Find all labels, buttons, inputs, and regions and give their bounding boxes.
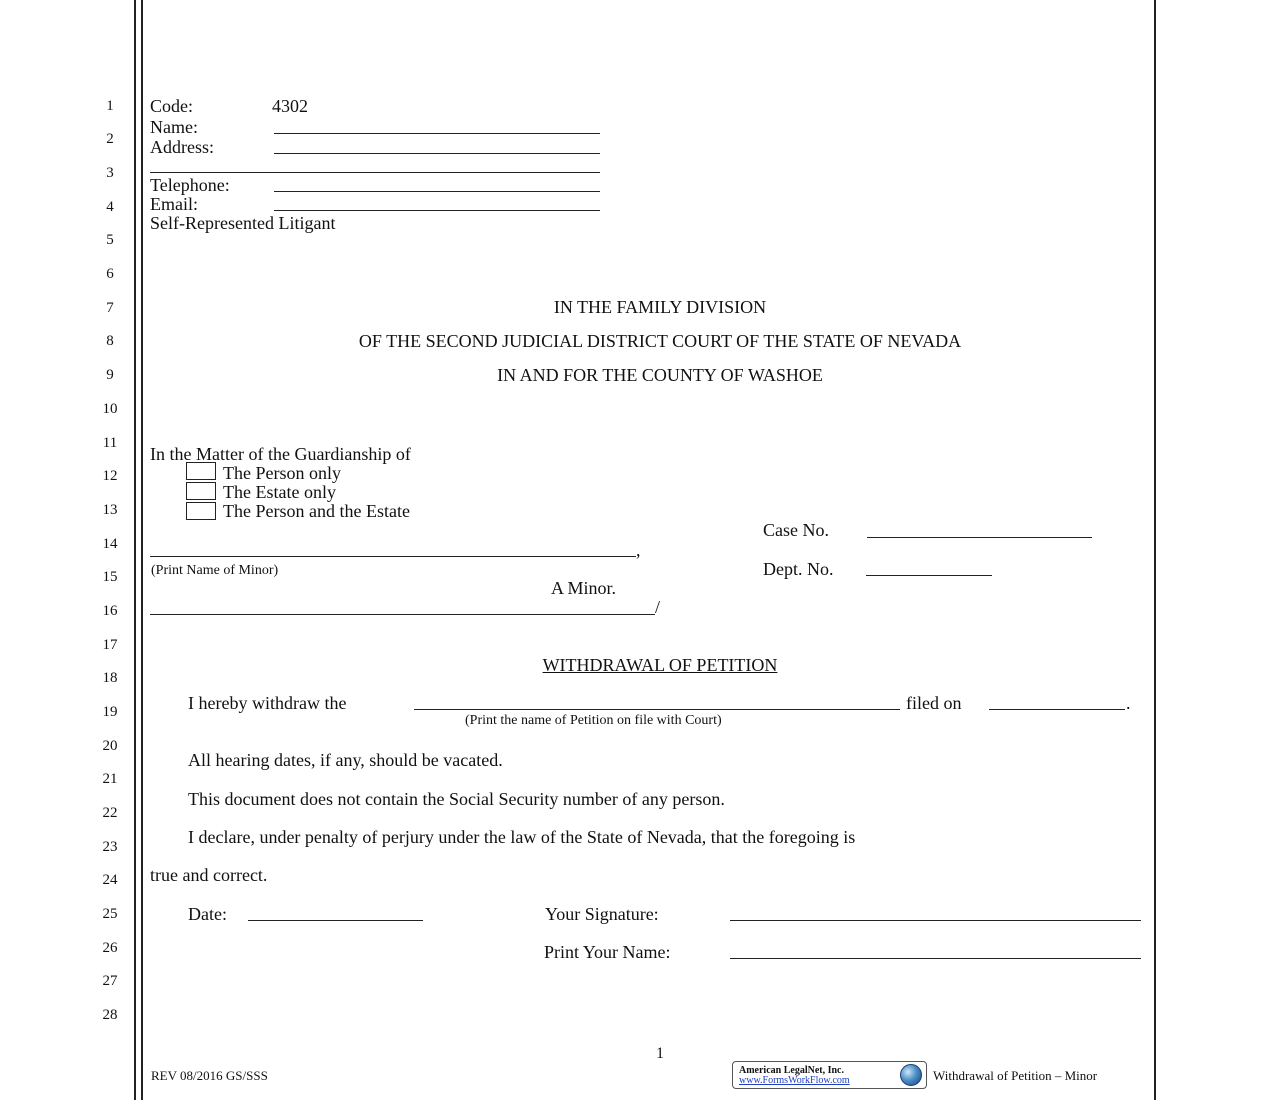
minor-name-comma: , <box>636 540 641 560</box>
case-number-field[interactable] <box>867 537 1092 538</box>
name-field[interactable] <box>274 133 600 134</box>
guardianship-matter-label: In the Matter of the Guardianship of <box>150 444 411 464</box>
code-value: 4302 <box>272 96 308 116</box>
filed-on-label: filed on <box>906 693 962 713</box>
dept-number-field[interactable] <box>866 575 992 576</box>
line-number: 4 <box>106 199 114 215</box>
email-field[interactable] <box>274 210 600 211</box>
print-your-name-label: Print Your Name: <box>544 942 671 962</box>
checkbox-estate-only[interactable] <box>186 482 216 500</box>
footer-form-title: Withdrawal of Petition – Minor <box>933 1068 1098 1083</box>
line-number: 9 <box>106 367 114 383</box>
line-number: 12 <box>102 468 118 484</box>
name-label: Name: <box>150 117 198 137</box>
line-number: 14 <box>102 536 118 552</box>
court-heading-line-3: IN AND FOR THE COUNTY OF WASHOE <box>497 365 823 385</box>
logo-company-name: American LegalNet, Inc. <box>739 1065 844 1076</box>
left-margin-rule-inner <box>141 0 143 1100</box>
line-number: 15 <box>102 569 118 585</box>
line-number: 1 <box>106 98 114 114</box>
court-heading-line-2: OF THE SECOND JUDICIAL DISTRICT COURT OF THE STATE OF NEVADA <box>358 331 962 351</box>
print-name-of-minor-hint: (Print Name of Minor) <box>151 563 279 578</box>
line-number: 6 <box>106 266 114 282</box>
withdraw-statement-prefix: I hereby withdraw the <box>188 693 347 713</box>
line-number: 7 <box>106 300 114 316</box>
filed-on-date-field[interactable] <box>989 709 1125 710</box>
caption-closing-slash: / <box>655 597 661 617</box>
option-person-and-estate: The Person and the Estate <box>223 501 410 521</box>
option-estate-only: The Estate only <box>223 482 336 502</box>
perjury-declaration-continued: true and correct. <box>150 865 268 885</box>
right-margin-rule <box>1154 0 1156 1100</box>
case-number-label: Case No. <box>763 520 829 540</box>
date-field[interactable] <box>248 920 423 921</box>
petition-name-field[interactable] <box>414 709 900 710</box>
telephone-field[interactable] <box>274 191 600 192</box>
line-number: 22 <box>102 805 118 821</box>
line-number: 27 <box>102 973 118 989</box>
line-number: 17 <box>102 637 118 653</box>
line-number: 28 <box>102 1007 118 1023</box>
line-number: 5 <box>106 232 114 248</box>
address-label: Address: <box>150 137 214 157</box>
forms-workflow-logo[interactable] <box>732 1061 927 1089</box>
hearing-dates-vacated: All hearing dates, if any, should be vacated. <box>188 750 503 770</box>
line-number: 13 <box>102 502 118 518</box>
line-number: 3 <box>106 165 114 181</box>
line-number: 26 <box>102 940 118 956</box>
logo-url-link[interactable]: www.FormsWorkFlow.com <box>739 1075 850 1086</box>
line-number: 2 <box>106 131 114 147</box>
left-margin-rule-outer <box>134 0 136 1100</box>
withdraw-statement-period: . <box>1126 693 1131 713</box>
caption-closing-line <box>150 614 655 615</box>
line-number: 18 <box>102 670 118 686</box>
line-number: 19 <box>102 704 118 720</box>
revision-code: REV 08/2016 GS/SSS <box>151 1068 268 1083</box>
your-signature-label: Your Signature: <box>545 904 659 924</box>
address-field-line-2[interactable] <box>150 172 600 173</box>
code-label: Code: <box>150 96 193 116</box>
line-number: 16 <box>102 603 118 619</box>
email-label: Email: <box>150 194 198 214</box>
line-number: 11 <box>102 435 118 451</box>
document-title: WITHDRAWAL OF PETITION <box>542 655 778 675</box>
perjury-declaration: I declare, under penalty of perjury under the law of the State of Nevada, that the foregoing is <box>188 827 856 847</box>
option-person-only: The Person only <box>223 463 341 483</box>
address-field[interactable] <box>274 153 600 154</box>
petition-name-hint: (Print the name of Petition on file with Court) <box>465 713 722 728</box>
line-number: 20 <box>102 738 118 754</box>
date-label: Date: <box>188 904 227 924</box>
line-number: 23 <box>102 839 118 855</box>
signature-field[interactable] <box>730 920 1141 921</box>
telephone-label: Telephone: <box>150 175 230 195</box>
line-number: 21 <box>102 771 118 787</box>
print-name-field[interactable] <box>730 958 1141 959</box>
line-number: 10 <box>102 401 118 417</box>
minor-name-field[interactable] <box>150 556 636 557</box>
checkbox-person-only[interactable] <box>186 462 216 480</box>
page-number: 1 <box>656 1045 664 1062</box>
self-represented-litigant: Self-Represented Litigant <box>150 213 336 233</box>
globe-icon <box>900 1064 922 1086</box>
checkbox-person-and-estate[interactable] <box>186 502 216 520</box>
a-minor-label: A Minor. <box>551 578 617 598</box>
line-number: 25 <box>102 906 118 922</box>
line-number: 24 <box>102 872 118 888</box>
ssn-statement: This document does not contain the Social Security number of any person. <box>188 789 725 809</box>
line-number: 8 <box>106 333 114 349</box>
dept-number-label: Dept. No. <box>763 559 834 579</box>
court-heading-line-1: IN THE FAMILY DIVISION <box>553 297 767 317</box>
